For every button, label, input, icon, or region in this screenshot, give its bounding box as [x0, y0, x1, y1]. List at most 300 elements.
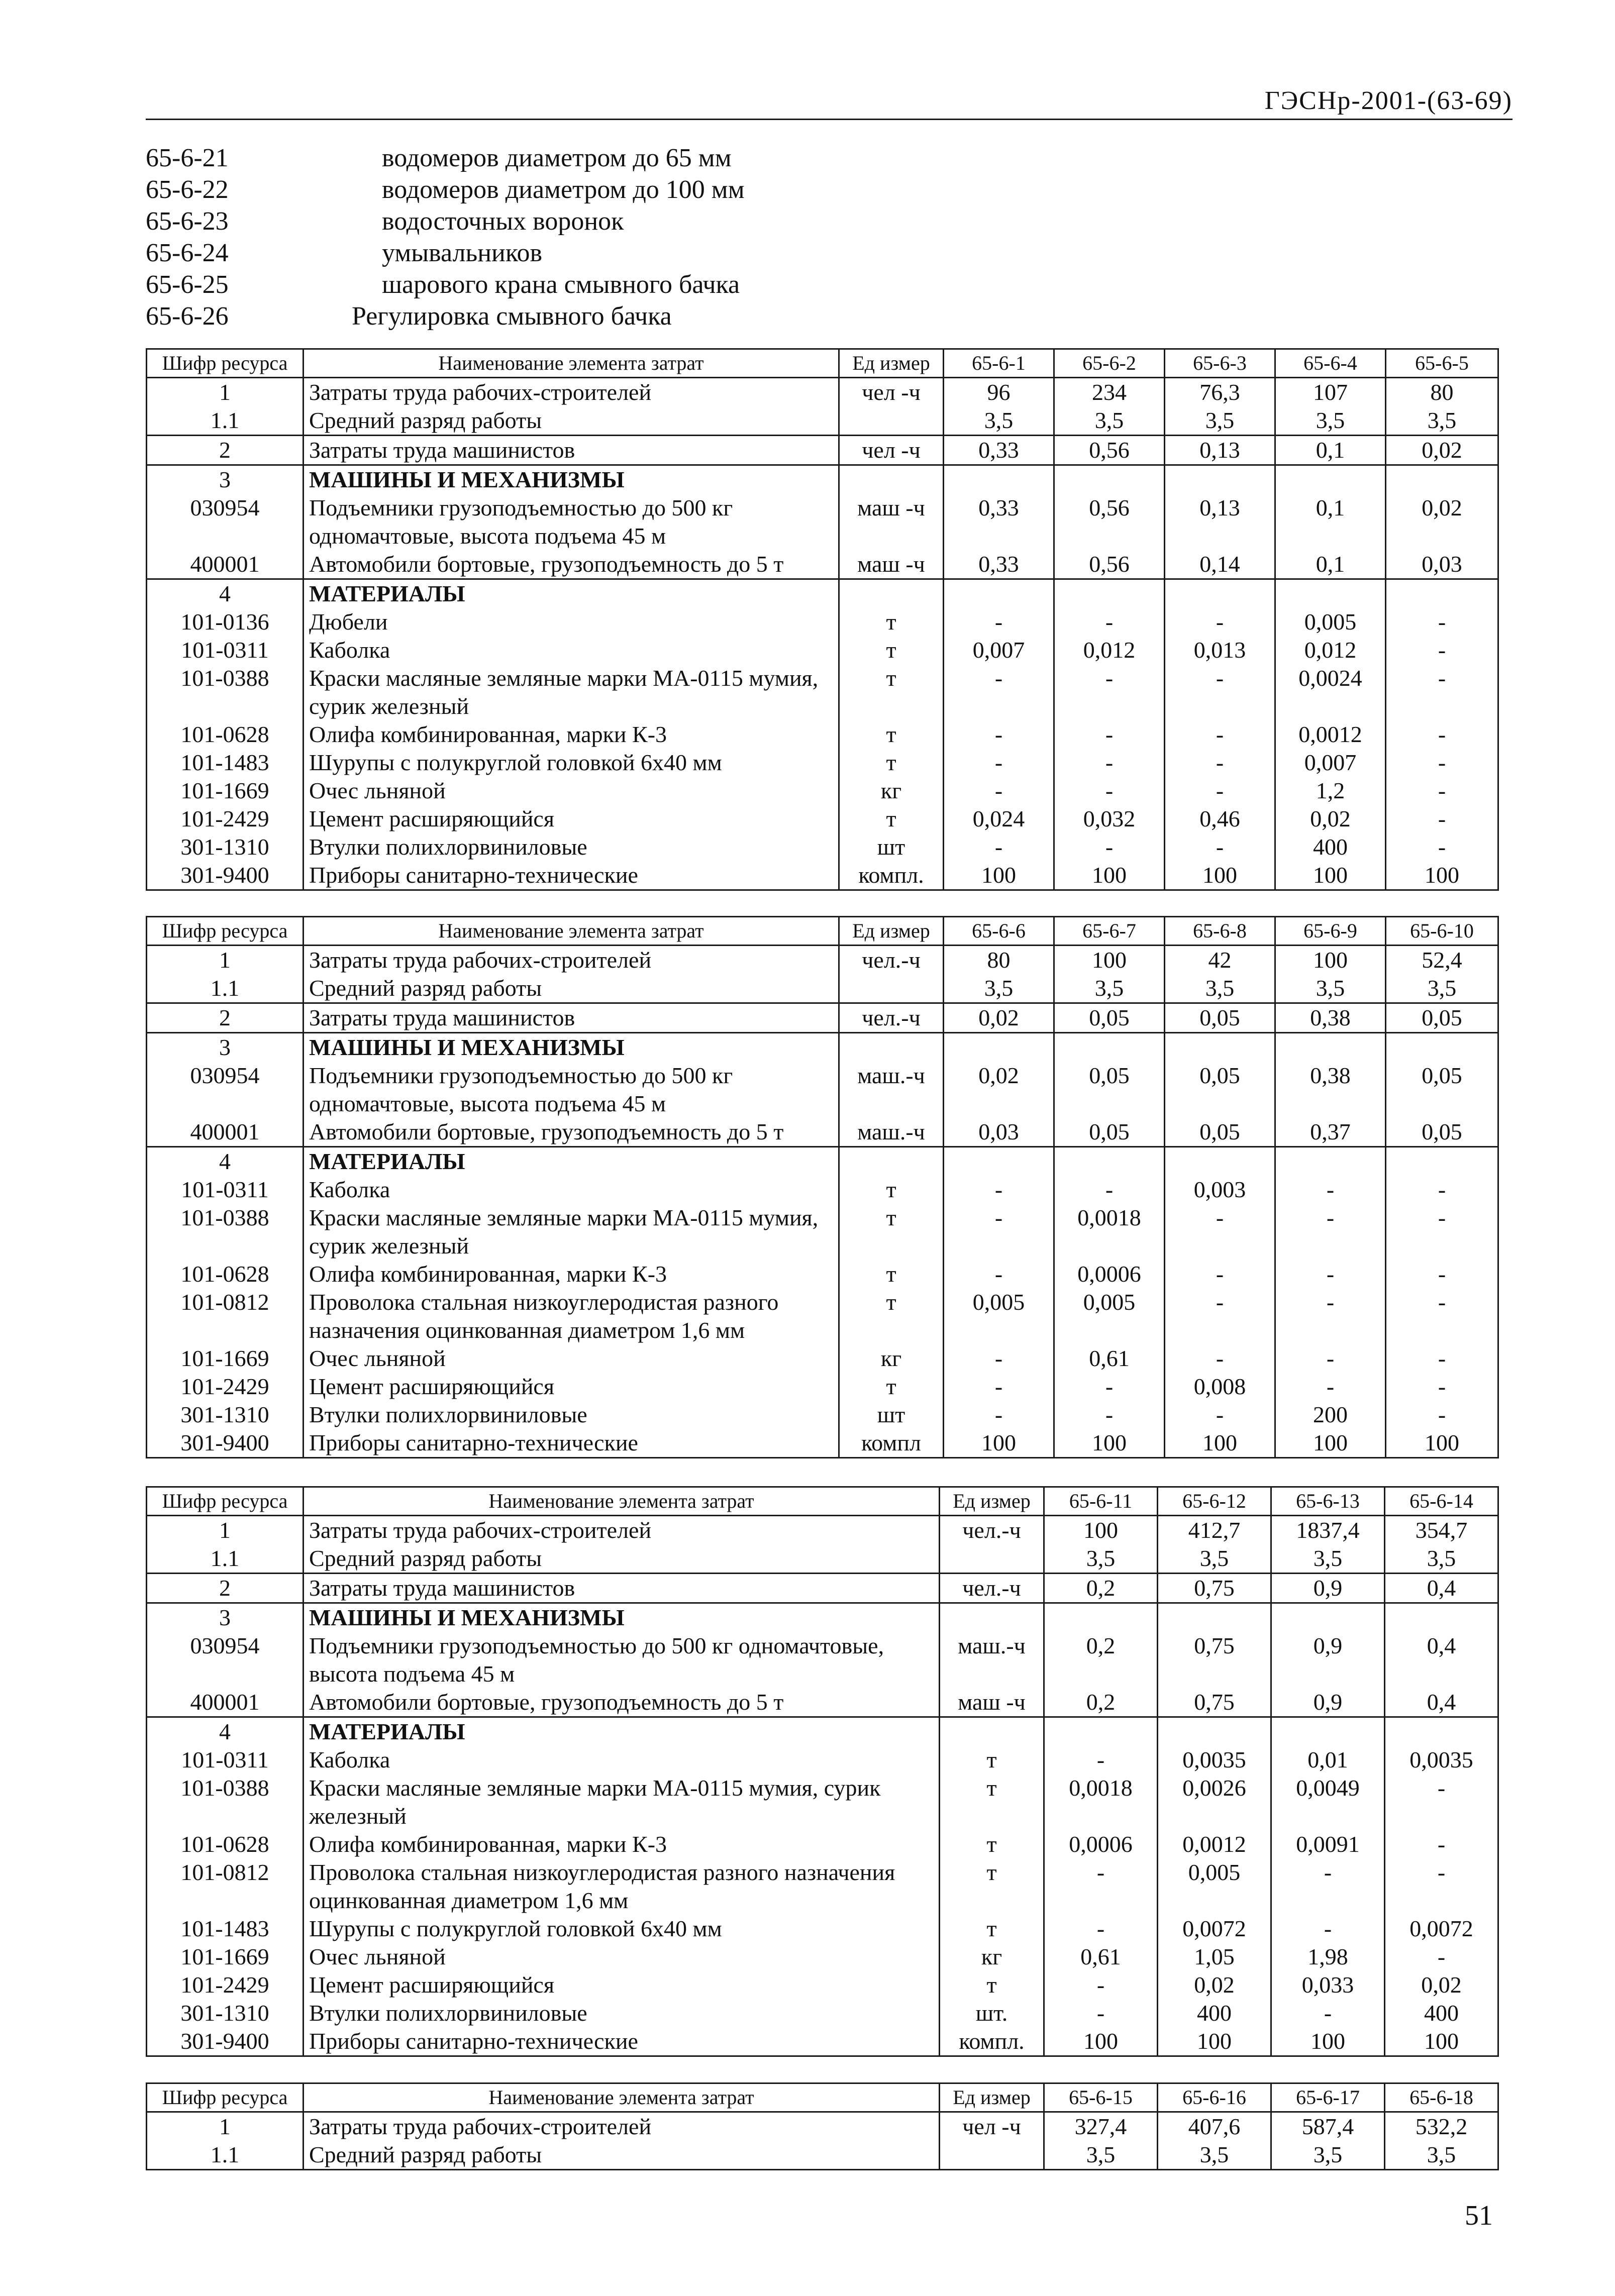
norm-value — [1275, 1033, 1386, 1062]
norm-value: 3,5 — [1386, 406, 1498, 436]
norm-value: - — [944, 1373, 1054, 1401]
norm-value: - — [1385, 1830, 1498, 1858]
column-header: Наименование элемента затрат — [304, 2083, 940, 2112]
resource-code: 030954 — [147, 1062, 304, 1118]
norm-value: - — [1044, 1746, 1158, 1774]
resource-code: 2 — [147, 1003, 304, 1033]
column-header: Ед измер — [940, 1487, 1044, 1516]
resource-name: Средний разряд работы — [304, 974, 839, 1003]
norm-value: 3,5 — [1054, 974, 1165, 1003]
column-header: 65-6-2 — [1054, 349, 1165, 378]
norm-value: - — [1386, 1373, 1498, 1401]
norm-value: 0,05 — [1386, 1062, 1498, 1118]
norm-value: - — [1386, 608, 1498, 636]
unit-of-measure: маш.-ч — [940, 1632, 1044, 1688]
unit-of-measure: маш.-ч — [839, 1118, 944, 1147]
norm-value: 0,005 — [1054, 1288, 1165, 1344]
resource-name: Подъемники грузоподъемностью до 500 кг одномачтовые, высота подъема 45 м — [304, 1632, 940, 1688]
norm-value: 0,02 — [1385, 1971, 1498, 1999]
resource-code: 3 — [147, 465, 304, 494]
norm-value: - — [1044, 1915, 1158, 1943]
norm-value — [1044, 1717, 1158, 1746]
unit-of-measure: т — [940, 1971, 1044, 1999]
resource-code: 101-0311 — [147, 1176, 304, 1204]
norm-value: 0,0018 — [1054, 1204, 1165, 1260]
norm-value: 587,4 — [1271, 2112, 1385, 2141]
operation-name: Регулировка смывного бачка — [352, 302, 672, 331]
resource-name: Каболка — [304, 1176, 839, 1204]
norm-value: 100 — [1385, 2027, 1498, 2056]
norm-value: 0,61 — [1044, 1943, 1158, 1971]
norm-value: 0,2 — [1044, 1632, 1158, 1688]
unit-of-measure: чел.-ч — [839, 1003, 944, 1033]
norm-value: - — [1386, 833, 1498, 861]
norm-value: 100 — [1271, 2027, 1385, 2056]
norm-value: 0,05 — [1054, 1118, 1165, 1147]
norm-value: 532,2 — [1385, 2112, 1498, 2141]
resource-name: Краски масляные земляные марки МА-0115 мумия, сурик железный — [304, 1774, 940, 1830]
resource-code: 030954 — [147, 1632, 304, 1688]
norm-value: 0,4 — [1385, 1574, 1498, 1603]
table-row — [147, 974, 1498, 1003]
table-row — [147, 1516, 1498, 1545]
resource-code: 101-0388 — [147, 1204, 304, 1260]
unit-of-measure: т — [839, 608, 944, 636]
norm-value: - — [1165, 1344, 1275, 1373]
norm-value: 0,05 — [1165, 1003, 1275, 1033]
norm-value: 100 — [1386, 1429, 1498, 1458]
resource-code: 101-0311 — [147, 636, 304, 664]
table-row — [147, 1344, 1498, 1373]
column-header: 65-6-12 — [1158, 1487, 1271, 1516]
resource-code: 101-2429 — [147, 805, 304, 833]
resource-table — [146, 1486, 1499, 2057]
resource-code: 301-9400 — [147, 2027, 304, 2056]
column-header: Наименование элемента затрат — [304, 917, 839, 946]
norm-value: 3,5 — [1158, 2141, 1271, 2170]
norm-value — [944, 465, 1054, 494]
resource-code: 030954 — [147, 494, 304, 550]
resource-name: Средний разряд работы — [304, 1544, 940, 1574]
norm-value: - — [944, 777, 1054, 805]
column-header: 65-6-10 — [1386, 917, 1498, 946]
norm-value: 52,4 — [1386, 946, 1498, 975]
operation-item — [146, 143, 899, 175]
norm-value: 100 — [1275, 1429, 1386, 1458]
unit-of-measure: компл — [839, 1429, 944, 1458]
norm-value: - — [1054, 777, 1165, 805]
norm-value: 0,02 — [944, 1062, 1054, 1118]
operation-list — [146, 143, 899, 333]
operation-name: шарового крана смывного бачка — [382, 270, 740, 299]
norm-value: 100 — [1165, 861, 1275, 890]
table-row — [147, 1774, 1498, 1830]
norm-value: 0,2 — [1044, 1688, 1158, 1717]
norm-value: 0,75 — [1158, 1574, 1271, 1603]
resource-name: Краски масляные земляные марки МА-0115 мумия, сурик железный — [304, 1204, 839, 1260]
norm-value: 0,33 — [944, 550, 1054, 579]
norm-value: 3,5 — [1271, 1544, 1385, 1574]
norm-value: - — [1165, 1204, 1275, 1260]
resource-code: 2 — [147, 1574, 304, 1603]
norm-value: - — [1386, 636, 1498, 664]
resource-code: 4 — [147, 1147, 304, 1176]
resource-name: Средний разряд работы — [304, 2141, 940, 2170]
page-number: 51 — [1465, 2200, 1493, 2231]
norm-value: 100 — [1386, 861, 1498, 890]
norm-value: 327,4 — [1044, 2112, 1158, 2141]
norm-value: - — [1054, 1176, 1165, 1204]
column-header: Наименование элемента затрат — [304, 349, 839, 378]
unit-of-measure: т — [839, 1373, 944, 1401]
norm-value: 234 — [1054, 378, 1165, 407]
resource-code: 101-1669 — [147, 1344, 304, 1373]
resource-name: Автомобили бортовые, грузоподъемность до 5 т — [304, 1118, 839, 1147]
norm-value: 0,14 — [1165, 550, 1275, 579]
norm-value: - — [1271, 1858, 1385, 1915]
norm-value: - — [1386, 805, 1498, 833]
document-code: ГЭСНр-2001-(63-69) — [1264, 86, 1512, 115]
norm-value: 0,2 — [1044, 1574, 1158, 1603]
unit-of-measure — [839, 1033, 944, 1062]
norm-value: 100 — [944, 861, 1054, 890]
norm-value: - — [944, 1176, 1054, 1204]
table-row — [147, 1373, 1498, 1401]
unit-of-measure: т — [839, 1288, 944, 1344]
norm-value: 107 — [1275, 378, 1386, 407]
column-header: Шифр ресурса — [147, 1487, 304, 1516]
resource-name: Очес льняной — [304, 1344, 839, 1373]
column-header: Шифр ресурса — [147, 917, 304, 946]
norm-value — [1054, 1147, 1165, 1176]
norm-value: 0,56 — [1054, 550, 1165, 579]
table-row — [147, 406, 1498, 436]
norm-value: - — [1165, 1401, 1275, 1429]
norm-value: 0,0012 — [1158, 1830, 1271, 1858]
table-row — [147, 608, 1498, 636]
resource-name: Приборы санитарно-технические — [304, 2027, 940, 2056]
norm-value: 0,0018 — [1044, 1774, 1158, 1830]
norm-value: - — [1385, 1943, 1498, 1971]
resource-name: Втулки полихлорвиниловые — [304, 1999, 940, 2027]
norm-value: 0,1 — [1275, 550, 1386, 579]
norm-value: 0,02 — [944, 1003, 1054, 1033]
table-row — [147, 1260, 1498, 1288]
resource-code: 101-1483 — [147, 749, 304, 777]
resource-code: 101-0812 — [147, 1858, 304, 1915]
resource-code: 1.1 — [147, 1544, 304, 1574]
norm-value: - — [944, 608, 1054, 636]
norm-value: 0,02 — [1386, 494, 1498, 550]
unit-of-measure: шт — [839, 833, 944, 861]
norm-value — [1165, 1147, 1275, 1176]
norm-value: 1,2 — [1275, 777, 1386, 805]
norm-value: - — [1054, 749, 1165, 777]
unit-of-measure — [940, 1717, 1044, 1746]
resource-code: 3 — [147, 1033, 304, 1062]
operation-item — [146, 270, 899, 301]
column-header: Шифр ресурса — [147, 349, 304, 378]
unit-of-measure: чел.-ч — [940, 1516, 1044, 1545]
norm-value: 400 — [1385, 1999, 1498, 2027]
norm-value: 42 — [1165, 946, 1275, 975]
table-row — [147, 465, 1498, 494]
norm-value: 0,013 — [1165, 636, 1275, 664]
norm-value: - — [1165, 749, 1275, 777]
norm-value: 3,5 — [1275, 974, 1386, 1003]
norm-value — [1158, 1603, 1271, 1632]
norm-value: 3,5 — [1044, 1544, 1158, 1574]
norm-value: 0,02 — [1158, 1971, 1271, 1999]
resource-name: Цемент расширяющийся — [304, 805, 839, 833]
norm-value: 0,032 — [1054, 805, 1165, 833]
table-row — [147, 1204, 1498, 1260]
resource-name: Затраты труда машинистов — [304, 1574, 940, 1603]
norm-value: 0,005 — [944, 1288, 1054, 1344]
norm-value: - — [1271, 1999, 1385, 2027]
column-header: 65-6-16 — [1158, 2083, 1271, 2112]
norm-value — [1054, 579, 1165, 608]
resource-name: Приборы санитарно-технические — [304, 1429, 839, 1458]
table-row — [147, 1544, 1498, 1574]
norm-value: 0,05 — [1165, 1062, 1275, 1118]
resource-name: Краски масляные земляные марки МА-0115 мумия, сурик железный — [304, 664, 839, 720]
norm-value: 100 — [1044, 2027, 1158, 2056]
table-header-row — [147, 1487, 1498, 1516]
resource-code: 301-1310 — [147, 833, 304, 861]
norm-value: 0,005 — [1275, 608, 1386, 636]
norm-value: - — [944, 833, 1054, 861]
column-header: 65-6-4 — [1275, 349, 1386, 378]
table-row — [147, 2141, 1498, 2170]
operation-code: 65-6-26 — [146, 302, 229, 331]
norm-value: 0,1 — [1275, 494, 1386, 550]
norm-value: 0,56 — [1054, 494, 1165, 550]
resource-name: Затраты труда машинистов — [304, 436, 839, 465]
table-row — [147, 1717, 1498, 1746]
resource-name: МАТЕРИАЛЫ — [304, 1147, 839, 1176]
table-row — [147, 664, 1498, 720]
table-row — [147, 720, 1498, 749]
resource-table — [146, 348, 1499, 891]
column-header: Шифр ресурса — [147, 2083, 304, 2112]
table-row — [147, 1062, 1498, 1118]
norm-value: 3,5 — [1044, 2141, 1158, 2170]
norm-value: - — [1044, 1999, 1158, 2027]
norm-value — [1165, 465, 1275, 494]
norm-value: 0,0024 — [1275, 664, 1386, 720]
norm-value: - — [1386, 1176, 1498, 1204]
resource-code: 101-1669 — [147, 1943, 304, 1971]
norm-value — [1385, 1603, 1498, 1632]
resource-code: 101-2429 — [147, 1373, 304, 1401]
norm-value: 100 — [1044, 1516, 1158, 1545]
operation-code: 65-6-24 — [146, 239, 229, 267]
norm-value: - — [1054, 833, 1165, 861]
unit-of-measure: т — [839, 720, 944, 749]
norm-value — [1054, 465, 1165, 494]
norm-value: 3,5 — [1165, 974, 1275, 1003]
norm-value: 0,05 — [1386, 1118, 1498, 1147]
norm-value: 0,4 — [1385, 1632, 1498, 1688]
resource-code: 1.1 — [147, 406, 304, 436]
norm-value: 0,005 — [1158, 1858, 1271, 1915]
norm-value: - — [1275, 1176, 1386, 1204]
norm-value: 0,007 — [1275, 749, 1386, 777]
operation-code: 65-6-22 — [146, 175, 229, 204]
norm-value: 0,56 — [1054, 436, 1165, 465]
column-header: Ед измер — [839, 349, 944, 378]
unit-of-measure: т — [839, 1204, 944, 1260]
table-row — [147, 1574, 1498, 1603]
table-row — [147, 1632, 1498, 1688]
norm-value: 0,0006 — [1044, 1830, 1158, 1858]
norm-value: 0,0035 — [1158, 1746, 1271, 1774]
norm-value — [944, 1033, 1054, 1062]
norm-value: 1,98 — [1271, 1943, 1385, 1971]
norm-value: 0,61 — [1054, 1344, 1165, 1373]
norm-value: - — [944, 664, 1054, 720]
column-header: 65-6-6 — [944, 917, 1054, 946]
norm-value: - — [1044, 1971, 1158, 1999]
resource-name: Олифа комбинированная, марки К-3 — [304, 720, 839, 749]
table-row — [147, 1603, 1498, 1632]
norm-value: 0,38 — [1275, 1062, 1386, 1118]
table-header-row — [147, 349, 1498, 378]
resource-code: 1 — [147, 378, 304, 407]
norm-value: 400 — [1275, 833, 1386, 861]
norm-value: - — [944, 749, 1054, 777]
column-header: 65-6-17 — [1271, 2083, 1385, 2112]
unit-of-measure: шт. — [940, 1999, 1044, 2027]
resource-name: МАТЕРИАЛЫ — [304, 1717, 940, 1746]
resource-code: 101-0388 — [147, 1774, 304, 1830]
norm-value: - — [1275, 1373, 1386, 1401]
resource-code: 101-1669 — [147, 777, 304, 805]
resource-code: 301-9400 — [147, 861, 304, 890]
table-row — [147, 1033, 1498, 1062]
norm-value: - — [1386, 749, 1498, 777]
table-row — [147, 1688, 1498, 1717]
resource-name: Автомобили бортовые, грузоподъемность до 5 т — [304, 1688, 940, 1717]
resource-code: 101-0136 — [147, 608, 304, 636]
unit-of-measure — [940, 1603, 1044, 1632]
resource-table — [146, 2082, 1499, 2170]
unit-of-measure: т — [940, 1746, 1044, 1774]
resource-code: 101-0628 — [147, 1260, 304, 1288]
table-row — [147, 1830, 1498, 1858]
norm-value: 0,05 — [1054, 1003, 1165, 1033]
operation-code: 65-6-21 — [146, 144, 229, 172]
norm-value: 0,33 — [944, 436, 1054, 465]
norm-value: 3,5 — [1165, 406, 1275, 436]
norm-value: 0,02 — [1275, 805, 1386, 833]
norm-value: 100 — [1054, 946, 1165, 975]
unit-of-measure: т — [839, 1260, 944, 1288]
resource-name: Затраты труда рабочих-строителей — [304, 2112, 940, 2141]
table-row — [147, 1943, 1498, 1971]
unit-of-measure: маш -ч — [940, 1688, 1044, 1717]
norm-value: 0,37 — [1275, 1118, 1386, 1147]
unit-of-measure: т — [839, 749, 944, 777]
resource-name: Очес льняной — [304, 777, 839, 805]
norm-value: 80 — [944, 946, 1054, 975]
resource-code: 101-0628 — [147, 720, 304, 749]
resource-code: 1 — [147, 1516, 304, 1545]
resource-code: 101-2429 — [147, 1971, 304, 1999]
norm-value: - — [1386, 777, 1498, 805]
table-row — [147, 833, 1498, 861]
norm-value: 3,5 — [944, 406, 1054, 436]
resource-code: 3 — [147, 1603, 304, 1632]
resource-name: Проволока стальная низкоуглеродистая разного назначения оцинкованная диаметром 1,6 мм — [304, 1288, 839, 1344]
norm-value — [1158, 1717, 1271, 1746]
operation-name: умывальников — [382, 239, 543, 267]
unit-of-measure: компл. — [839, 861, 944, 890]
column-header: 65-6-15 — [1044, 2083, 1158, 2112]
resource-code: 1.1 — [147, 2141, 304, 2170]
column-header: 65-6-14 — [1385, 1487, 1498, 1516]
norm-value: 0,007 — [944, 636, 1054, 664]
unit-of-measure: т — [839, 664, 944, 720]
norm-value: 0,02 — [1386, 436, 1498, 465]
resource-code: 101-0628 — [147, 1830, 304, 1858]
operation-name: водомеров диаметром до 65 мм — [382, 144, 732, 172]
table-row — [147, 1176, 1498, 1204]
norm-value: 0,4 — [1385, 1688, 1498, 1717]
resource-code: 4 — [147, 1717, 304, 1746]
resource-name: МАТЕРИАЛЫ — [304, 579, 839, 608]
column-header: 65-6-11 — [1044, 1487, 1158, 1516]
resource-name: Средний разряд работы — [304, 406, 839, 436]
table-row — [147, 1118, 1498, 1147]
norm-value: 100 — [1158, 2027, 1271, 2056]
unit-of-measure: чел.-ч — [940, 1574, 1044, 1603]
unit-of-measure — [839, 579, 944, 608]
norm-value: 0,024 — [944, 805, 1054, 833]
unit-of-measure: т — [940, 1830, 1044, 1858]
operation-name: водомеров диаметром до 100 мм — [382, 175, 745, 204]
resource-code: 301-9400 — [147, 1429, 304, 1458]
table-row — [147, 1858, 1498, 1915]
resource-name: Затраты труда рабочих-строителей — [304, 378, 839, 407]
table-row — [147, 2112, 1498, 2141]
table-row — [147, 436, 1498, 465]
norm-value: 0,38 — [1275, 1003, 1386, 1033]
norm-value: - — [1054, 664, 1165, 720]
resource-name: Каболка — [304, 636, 839, 664]
norm-value: 0,9 — [1271, 1574, 1385, 1603]
operation-item — [146, 175, 899, 206]
column-header: 65-6-3 — [1165, 349, 1275, 378]
norm-value — [1386, 1033, 1498, 1062]
norm-value: 0,13 — [1165, 494, 1275, 550]
unit-of-measure — [940, 1544, 1044, 1574]
norm-value: 1,05 — [1158, 1943, 1271, 1971]
norm-value: 0,012 — [1054, 636, 1165, 664]
norm-value — [1275, 1147, 1386, 1176]
unit-of-measure — [839, 406, 944, 436]
table-row — [147, 805, 1498, 833]
norm-value: 0,05 — [1165, 1118, 1275, 1147]
unit-of-measure: маш -ч — [839, 494, 944, 550]
unit-of-measure: чел -ч — [839, 378, 944, 407]
resource-name: Приборы санитарно-технические — [304, 861, 839, 890]
norm-value: 3,5 — [1386, 974, 1498, 1003]
norm-value — [1385, 1717, 1498, 1746]
norm-value — [1165, 579, 1275, 608]
column-header: 65-6-8 — [1165, 917, 1275, 946]
